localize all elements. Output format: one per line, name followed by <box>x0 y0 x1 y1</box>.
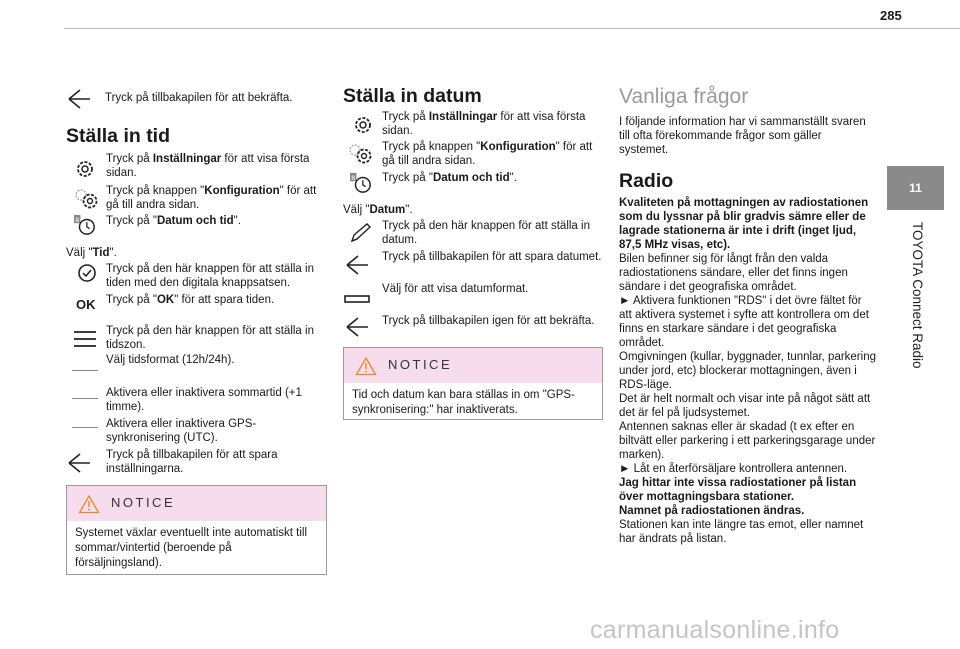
col1-step-save: Tryck på tillbakapilen för att spara inställningarna. <box>106 449 278 475</box>
pencil-edit-icon <box>348 222 374 244</box>
chapter-title <box>905 222 927 522</box>
col1-step-gps: Aktivera eller inaktivera GPS-synkronisering (UTC). <box>106 418 257 444</box>
notice-box-date <box>343 347 603 420</box>
col1-step-timezone: Tryck på den här knappen för att ställa in tidszon. <box>106 325 314 351</box>
col1-step-dst: Aktivera eller inaktivera sommartid (+1 timme). <box>106 387 302 413</box>
heading-radio: Radio <box>619 170 674 192</box>
faq-question: Namnet på radiostationen ändras. <box>619 505 805 517</box>
back-arrow-icon <box>344 254 370 276</box>
ok-icon: OK <box>76 297 96 312</box>
chapter-title-text: TOYOTA Connect Radio <box>910 222 925 369</box>
faq-content <box>619 196 877 546</box>
faq-question: Kvaliteten på mottagningen av radiostationen som du lyssnar på blir gradvis sämre eller de lagrade stationerna är inte i drift (inget ljud, 87,5 MHz visas, etc). <box>619 197 869 251</box>
faq-answer: Omgivningen (kullar, byggnader, tunnlar, parkering under jord, etc) blockerar mottagningen, även i RDS-läge. <box>619 351 876 391</box>
col1-select-time: Välj "Tid". <box>66 247 117 259</box>
svg-text:8: 8 <box>351 173 356 182</box>
page-number: 285 <box>880 8 902 23</box>
col2-step-save: Tryck på tillbakapilen för att spara datumet. <box>382 251 602 263</box>
heading-set-time: Ställa in tid <box>66 125 171 147</box>
date-format-bar-icon <box>344 288 370 310</box>
col1-step-configuration: Tryck på knappen "Konfiguration" för att gå till andra sidan. <box>106 185 317 211</box>
settings-gear-icon <box>72 158 98 180</box>
notice-text: Tid och datum kan bara ställas in om "GPS-synkronisering:" har inaktiverats. <box>352 389 575 416</box>
col1-step-date-time: Tryck på "Datum och tid". <box>106 215 241 227</box>
col2-step-date-time: Tryck på "Datum och tid". <box>382 172 517 184</box>
svg-text:8: 8 <box>75 215 80 224</box>
faq-question: Jag hittar inte vissa radiostationer på listan över mottagningsbara stationer. <box>619 477 857 503</box>
col2-step-format: Välj för att visa datumformat. <box>382 283 529 295</box>
notice-box-time <box>66 485 327 575</box>
date-time-clock-icon <box>72 214 98 236</box>
col1-step-settings: Tryck på Inställningar för att visa första sidan. <box>106 153 310 179</box>
notice-text: Systemet växlar eventuellt inte automatiskt till sommar/vintertid (beroende på försäljningsland). <box>75 527 308 569</box>
list-menu-icon <box>72 328 98 350</box>
header-rule <box>64 28 960 29</box>
configuration-gears-icon <box>72 188 102 210</box>
heading-faq: Vanliga frågor <box>619 85 749 108</box>
col2-select-date: Välj "Datum". <box>343 204 413 216</box>
col1-step-ok: Tryck på "OK" för att spara tiden. <box>106 294 275 306</box>
faq-answer: Stationen kan inte längre tas emot, eller namnet har ändrats på listan. <box>619 519 864 545</box>
col2-step-settings: Tryck på Inställningar för att visa första sidan. <box>382 111 586 137</box>
faq-intro: I följande information har vi sammanställt svaren till ofta förekommande frågor som gäller systemet. <box>619 116 866 156</box>
col1-step-format: Välj tidsformat (12h/24h). <box>106 354 235 366</box>
col1-step-keypad: Tryck på den här knappen för att ställa in tiden med den digitala knappsatsen. <box>106 263 314 289</box>
notice-title: NOTICE <box>388 357 453 372</box>
col2-step-configuration: Tryck på knappen "Konfiguration" för att gå till andra sidan. <box>382 141 593 167</box>
chapter-tab: 11 <box>887 166 944 210</box>
back-arrow-icon <box>344 316 370 338</box>
heading-set-date: Ställa in datum <box>343 85 482 107</box>
date-time-clock-icon <box>348 172 374 194</box>
col2-step-confirm: Tryck på tillbakapilen igen för att bekräfta. <box>382 315 595 327</box>
clock-check-icon <box>74 262 100 284</box>
warning-triangle-icon <box>355 356 377 376</box>
warning-triangle-icon <box>78 494 100 514</box>
toggle-line-icon <box>72 398 98 399</box>
configuration-gears-icon <box>346 143 376 165</box>
settings-gear-icon <box>350 114 376 136</box>
faq-answer: ► Låt en återförsäljare kontrollera antennen. <box>619 463 848 475</box>
notice-title: NOTICE <box>111 495 176 510</box>
format-line-icon <box>72 370 98 371</box>
faq-answer: ► Aktivera funktionen "RDS" i det övre fältet för att aktivera systemet i syfte att kontrollera om det finns en starkare sändare i det geografiska området. <box>619 295 869 349</box>
toggle-line-icon <box>72 427 98 428</box>
faq-answer: Bilen befinner sig för långt från den valda radiostationens sändare, eller det finns ingen sändare i det geografiska området. <box>619 253 848 293</box>
faq-answer: Det är helt normalt och visar inte på något sätt att det är fel på ljudsystemet. <box>619 393 871 419</box>
watermark: carmanualsonline.info <box>590 616 840 644</box>
faq-answer: Antennen saknas eller är skadad (t ex efter en biltvätt eller parkering i ett parkeringsgarage under marken). <box>619 421 876 461</box>
notice-header <box>67 486 326 521</box>
notice-header <box>344 348 602 383</box>
back-arrow-icon <box>66 452 92 474</box>
back-arrow-icon <box>66 88 92 110</box>
col2-step-set-date: Tryck på den här knappen för att ställa in datum. <box>382 220 590 246</box>
col1-intro: Tryck på tillbakapilen för att bekräfta. <box>105 92 293 104</box>
